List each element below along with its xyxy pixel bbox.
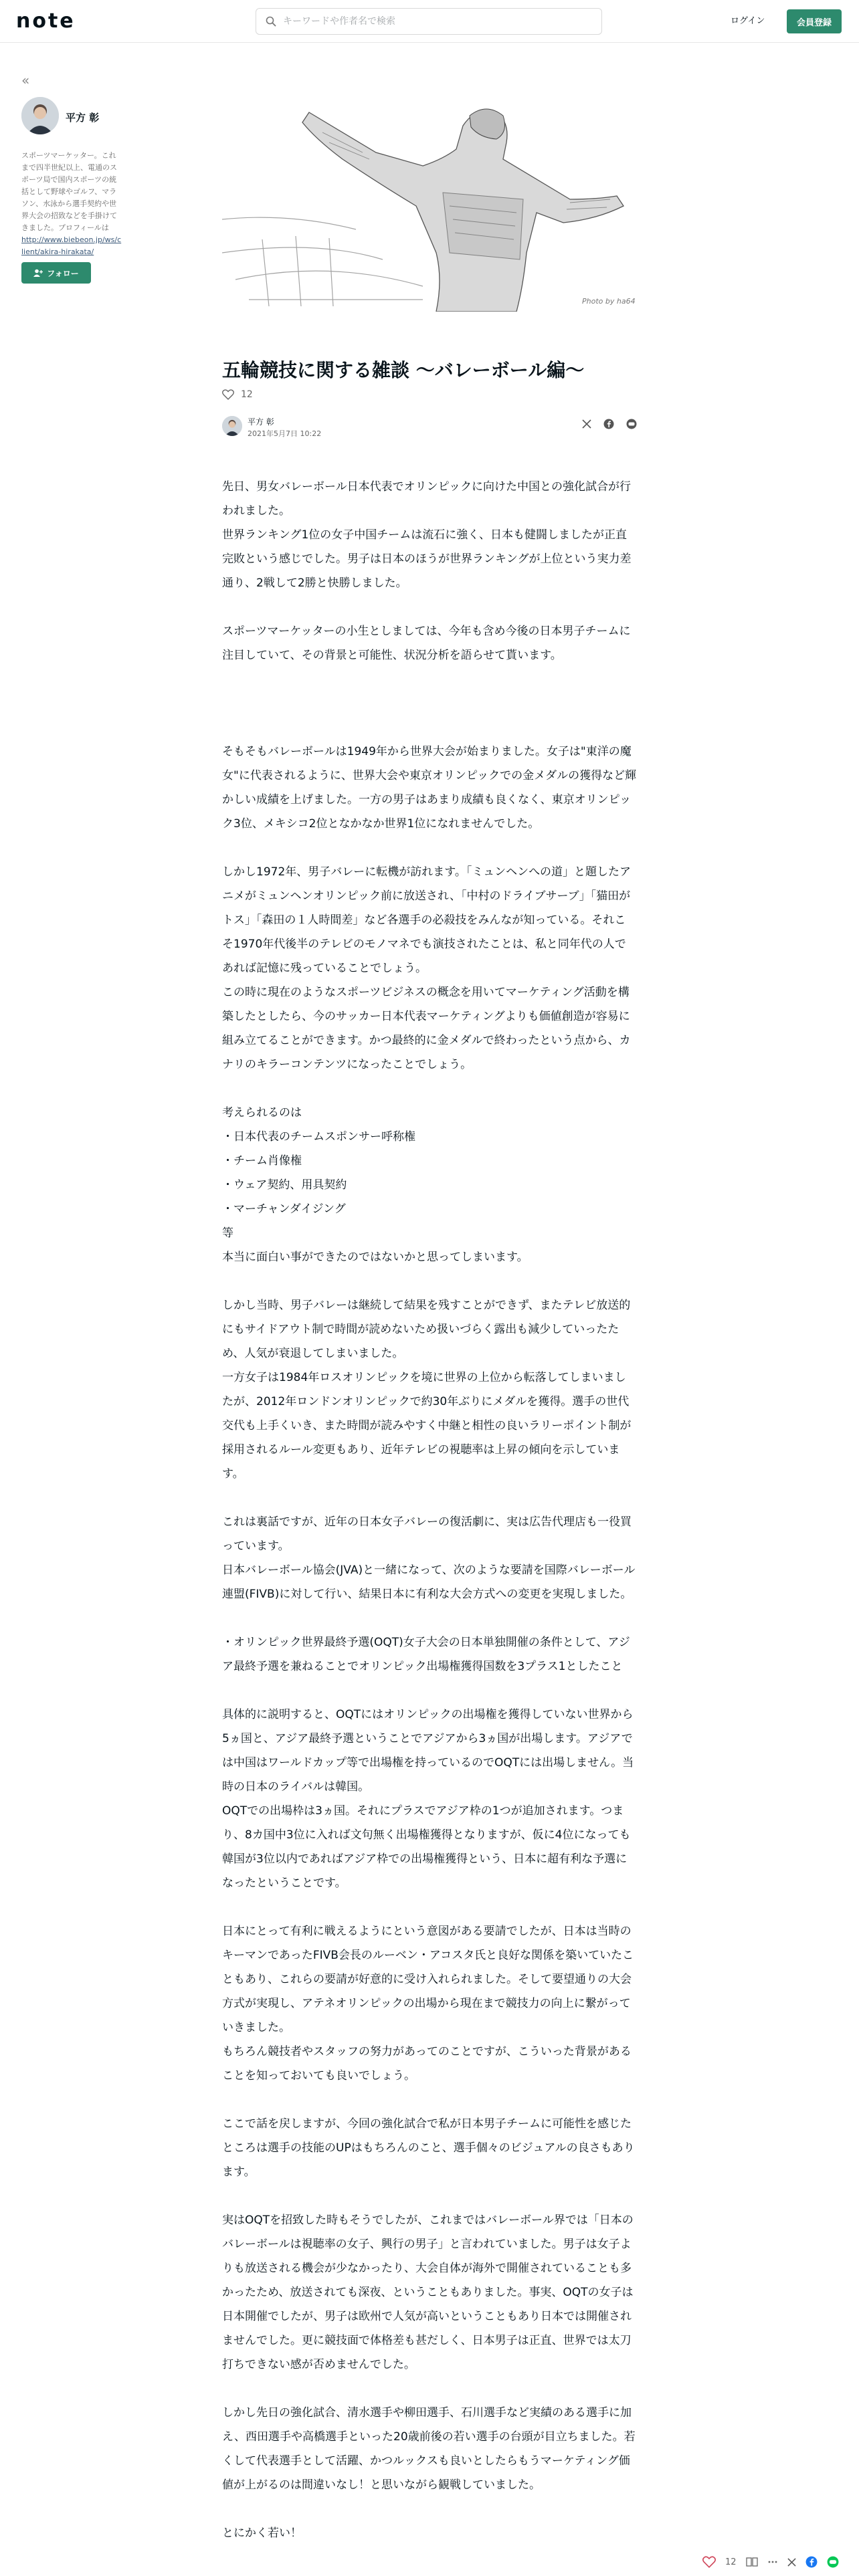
- add-user-icon: [33, 269, 43, 277]
- meta-avatar[interactable]: [222, 416, 242, 436]
- more-icon[interactable]: [767, 2557, 778, 2567]
- line-share-icon[interactable]: [827, 2556, 839, 2568]
- profile-link[interactable]: http://www.biebeon.jp/ws/client/akira-hirakata/: [21, 235, 122, 256]
- meta-author-name[interactable]: 平方 彰: [248, 417, 274, 427]
- article-paragraph: ・オリンピック世界最終予選(OQT)女子大会の日本単独開催の条件として、アジア最終予選を兼ねることでオリンピック出場権獲得国数を3プラス1としたこと: [222, 1636, 630, 1673]
- author-bio-text: スポーツマーケッター。これまで四半世紀以上、電通のスポーツ局で国内スポーツの統括として野球やゴルフ、マラソン、水泳から選手契約や世界大会の招致などを手掛けてきました。プロフィールは: [21, 151, 117, 232]
- collapse-sidebar-icon[interactable]: «: [21, 72, 30, 88]
- signup-button[interactable]: 会員登録: [787, 9, 842, 33]
- author-bio: [21, 150, 122, 258]
- article-paragraph: これは裏話ですが、近年の日本女子バレーの復活劇に、実は広告代理店も一役買っています。 日本バレーボール協会(JVA)と一緒になって、次のような要請を国際バレーボール連盟(FIVB)に対して行い、結果日本に有利な大会方式への変更を実現しました。: [222, 1515, 636, 1601]
- article-paragraph: 具体的に説明すると、OQTにはオリンピックの出場権を獲得していない世界から5ヵ国と、アジア最終予選ということでアジアから3ヵ国が出場します。アジアでは中国はワールドカップ等で出場権を持っているのでOQTには出場しません。当時の日本のライバルは韓国。 OQTでの出場枠は3ヵ国。それにプラスでアジア枠の1つが追加されます。つまり、8カ国中3位に入れば文句無く出場権獲得となりますが、仮に4位になっても韓国が3位以内であればアジア枠での出場権獲得という、日本に超有利な予選になったということです。: [222, 1708, 634, 1890]
- hero-image: [222, 86, 637, 312]
- note-logo[interactable]: note: [16, 9, 76, 33]
- heart-icon[interactable]: [702, 2556, 716, 2568]
- like-row: [222, 389, 253, 400]
- login-link[interactable]: ログイン: [731, 16, 765, 26]
- floating-like-count[interactable]: 12: [725, 2557, 737, 2567]
- magazine-icon[interactable]: [746, 2557, 758, 2567]
- article-body: [222, 475, 637, 2569]
- article-paragraph: 考えられるのは ・日本代表のチームスポンサー呼称権 ・チーム肖像権 ・ウェア契約、用具契約 ・マーチャンダイジング 等 本当に面白い事ができたのではないかと思ってしまいます。: [222, 1106, 529, 1264]
- facebook-share-icon[interactable]: [603, 419, 614, 429]
- search-input[interactable]: [283, 16, 577, 27]
- article-paragraph: とにかく若い！: [222, 2527, 302, 2540]
- article-paragraph: 日本にとって有利に戦えるようにという意図がある要請でしたが、日本は当時のキーマンであったFIVB会長のルーベン・アコスタ氏と良好な関係を築いていたこともあり、これらの要請が好意的に受け入れられました。そして要望通りの大会方式が実現し、アテネオリンピックの出場から現在まで競技力の向上に繋がっていきました。 もちろん競技者やスタッフの努力があってのことですが、こういった背景があることを知っておいても良いでしょう。: [222, 1925, 634, 2082]
- article-paragraph: スポーツマーケッターの小生としましては、今年も含め今後の日本男子チームに注目していて、その背景と可能性、状況分析を語らせて貰います。: [222, 625, 631, 662]
- avatar[interactable]: [21, 97, 59, 134]
- line-share-icon[interactable]: [626, 419, 637, 429]
- photo-credit[interactable]: Photo by ha64: [582, 297, 636, 306]
- article-paragraph: [222, 691, 637, 716]
- article-paragraph: しかし先日の強化試合、清水選手や柳田選手、石川選手など実績のある選手に加え、西田選手や高橋選手といった20歳前後の若い選手の台頭が目立ちました。若くして代表選手として活躍、かつルックスも良いとしたらもうマーケティング価値が上がるのは間違いなし！と思いながら観戦していました。: [222, 2406, 636, 2492]
- site-header: [0, 0, 859, 43]
- article-paragraph: 先日、男女バレーボール日本代表でオリンピックに向けた中国との強化試合が行われました。 世界ランキング1位の女子中国チームは流石に強く、日本も健闘しましたが正直完敗という感じでした。男子は日本のほうが世界ランキングが上位という実力差通り、2戦して2勝と快勝しました。: [222, 480, 632, 590]
- article-paragraph: そもそもバレーボールは1949年から世界大会が始まりました。女子は"東洋の魔女"に代表されるように、世界大会や東京オリンピックでの金メダルの獲得など輝かしい成績を上げました。一方の男子はあまり成績も良くなく、東京オリンピック3位、メキシコ2位となかなか世界1位になれませんでした。: [222, 745, 637, 831]
- author-name[interactable]: 平方 彰: [66, 112, 100, 124]
- share-buttons: [582, 419, 637, 429]
- article-paragraph: しかし当時、男子バレーは継続して結果を残すことができず、またテレビ放送的にもサイドアウト制で時間が読めないため扱いづらく露出も減少していったため、人気が衰退してしまいました。 一方女子は1984年ロスオリンピックを境に世界の上位から転落してしまいましたが、2012年ロンドンオリンピックで約30年ぶりにメダルを獲得。選手の世代交代も上手くいき、また時間が読みやすく中継と相性の良いラリーポイント制が採用されるルール変更もあり、近年テレビの視聴率は上昇の傾向を示しています。: [222, 1299, 632, 1481]
- search-icon: [266, 16, 276, 27]
- article-paragraph: ここで話を戻しますが、今回の強化試合で私が日本男子チームに可能性を感じたところは選手の技能のUPはもちろんのこと、選手個々のビジュアルの良さもあります。: [222, 2117, 635, 2179]
- follow-label: フォロー: [47, 268, 79, 278]
- article-paragraph: 実はOQTを招致した時もそうでしたが、これまではバレーボール界では「日本のバレーボールは視聴率の女子、興行の男子」と言われていました。男子は女子よりも放送される機会が少なかったり、大会自体が海外で開催されていることも多かったため、放送されても深夜、ということもありました。事実、OQTの女子は日本開催でしたが、男子は欧州で人気が高いということもあり日本では開催されませんでした。更に競技面で体格差も甚だしく、日本男子は正直、世界では太刀打ちできない感が否めませんでした。: [222, 2214, 634, 2371]
- x-share-icon[interactable]: [787, 2558, 796, 2567]
- heart-icon[interactable]: [222, 389, 234, 400]
- article-meta: [222, 415, 637, 437]
- floating-action-bar: [702, 2548, 859, 2576]
- x-share-icon[interactable]: [582, 419, 591, 429]
- article-paragraph: しかし1972年、男子バレーに転機が訪れます。「ミュンヘンへの道」と題したアニメがミュンヘンオリンピック前に放送され、「中村のドライブサーブ」「猫田がトス」「森田の１人時間差」など各選手の必殺技をみんなが知っている。それこそ1970年代後半のテレビのモノマネでも演技されたことは、私と同年代の人であれば記憶に残っていることでしょう。 この時に現在のようなスポーツビジネスの概念を用いてマーケティング活動を構築したとしたら、今のサッカー日本代表マーケティングよりも価値創造が容易に組み立てることができます。かつ最終的に金メダルで終わったという点から、カナリのキラーコンテンツになったことでしょう。: [222, 865, 632, 1071]
- search-box[interactable]: [256, 8, 602, 35]
- follow-button[interactable]: [21, 262, 91, 284]
- like-count[interactable]: 12: [241, 389, 253, 400]
- facebook-share-icon[interactable]: [805, 2556, 818, 2568]
- publish-date: 2021年5月7日 10:22: [248, 429, 322, 438]
- page-title: 五輪競技に関する雑談 〜バレーボール編〜: [222, 359, 585, 381]
